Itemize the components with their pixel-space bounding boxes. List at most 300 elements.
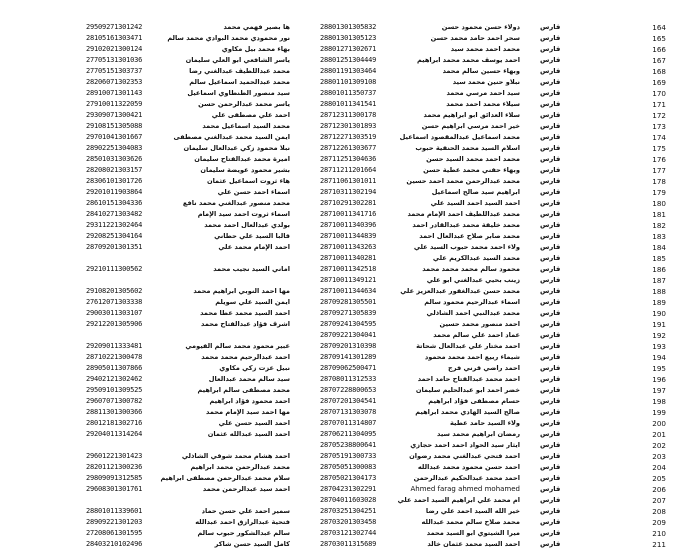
- name-right: احمد منصور محمد حسين: [439, 320, 520, 328]
- name-right: وبهاء حفني محمد عطية حسن: [423, 166, 520, 174]
- name-right: ميرا الشيتوي ابو السيد محمد: [426, 529, 520, 537]
- national-id-left: [86, 440, 176, 451]
- national-id-right: 28709201310398: [320, 342, 377, 350]
- national-id-left: 28909221301203: [86, 518, 143, 526]
- town-cell: فارس: [540, 419, 561, 427]
- national-id-right: 28712261303677: [320, 144, 377, 152]
- table-row: [0, 297, 696, 308]
- name-left: هاء ثروت اسماعيل عثمان: [206, 177, 290, 185]
- name-right: احمد يوسف محمد محمد ابراهيم: [416, 56, 520, 64]
- national-id-left: 29212201305906: [86, 320, 143, 328]
- name-right: حسام مصطفى فؤاد ابراهيم: [428, 397, 520, 405]
- town-cell: فارس: [540, 430, 561, 438]
- name-left: ها بصير فهمي محمد: [223, 23, 290, 31]
- town-cell: فارس: [540, 23, 561, 31]
- table-row: [0, 132, 696, 143]
- row-number: 183: [652, 232, 666, 241]
- table-row: [0, 407, 696, 418]
- name-left: سمير احمد علي حسن حماد: [201, 507, 290, 515]
- national-id-right: 28709281305501: [320, 298, 377, 306]
- national-id-right: 28710311302194: [320, 188, 377, 196]
- row-number: 169: [652, 78, 666, 87]
- name-left: [180, 330, 290, 341]
- town-cell: فارس: [540, 353, 561, 361]
- national-id-right: 28801251304449: [320, 56, 377, 64]
- national-id-right: 28801271302671: [320, 45, 377, 53]
- national-id-right: 28711061301011: [320, 177, 377, 185]
- town-cell: فارس: [540, 320, 561, 328]
- row-number: 168: [652, 67, 666, 76]
- national-id-left: 29201011903864: [86, 188, 143, 196]
- name-right: احمد السيد احمد السيد علي: [430, 199, 520, 207]
- table-row: [0, 484, 696, 495]
- row-number: 206: [652, 485, 666, 494]
- row-number: 203: [652, 452, 666, 461]
- name-right: دولاء حسن محمود حسن: [441, 23, 520, 31]
- national-id-left: 29402121302462: [86, 375, 143, 383]
- table-row: [0, 44, 696, 55]
- row-number: 185: [652, 254, 666, 263]
- name-left: احمد علي مصطفى علي: [211, 111, 290, 119]
- row-number: 200: [652, 419, 666, 428]
- national-id-right: 28706211304095: [320, 430, 377, 438]
- national-id-right: 28709271305839: [320, 309, 377, 317]
- table-row: [0, 220, 696, 231]
- national-id-left: 29210111300562: [86, 265, 143, 273]
- national-id-left: 29311221302464: [86, 221, 143, 229]
- name-right: محمد خليفة محمد عبدالقادر احمد: [412, 221, 520, 229]
- national-id-left: 28410271303482: [86, 210, 143, 218]
- name-left: احمد السيد عبدالله عثمان: [207, 430, 290, 438]
- national-id-right: 28707011314807: [320, 419, 377, 427]
- table-row: [0, 154, 696, 165]
- name-left: كامل السيد حسن شاكر: [214, 540, 290, 548]
- name-left: محمد مصطفى سالم ابراهيم: [197, 386, 290, 394]
- town-cell: فارس: [540, 89, 561, 97]
- table-row: [0, 253, 696, 264]
- national-id-right: 28712271303519: [320, 133, 377, 141]
- name-left: بولدي عبدالعال احمد محمد: [204, 221, 290, 229]
- national-id-right: 28708011312533: [320, 375, 377, 383]
- name-right: محمد عبدالنبي احمد الشاذلي: [426, 309, 520, 317]
- name-right: سيلاء محمد احمد محمد: [446, 100, 520, 108]
- name-left: [180, 275, 290, 286]
- town-cell: فارس: [540, 364, 561, 372]
- row-number: 201: [652, 430, 666, 439]
- name-right: اسلام السيد محمد الحنفية حبوب: [415, 144, 520, 152]
- national-id-right: 28712301301893: [320, 122, 377, 130]
- name-right: سحر احمد حامد محمد حسن: [430, 34, 520, 42]
- national-id-right: 28801301305123: [320, 34, 377, 42]
- name-left: اشرف فؤاد عبدالفتاح محمد: [201, 320, 290, 328]
- national-id-left: 28710221300478: [86, 353, 143, 361]
- row-number: 189: [652, 298, 666, 307]
- table-row: [0, 341, 696, 352]
- row-number: 175: [652, 144, 666, 153]
- name-left: احمد محمود فؤاد ابراهيم: [209, 397, 290, 405]
- national-id-right: 28709062500471: [320, 364, 377, 372]
- name-right: خير احمد مرسي ابراهيم حسن: [421, 122, 520, 130]
- name-right: خضر احمد ابو عبدالحليم سليمان: [415, 386, 520, 394]
- name-right: احمد مختار علي عبدالعال شحاتة: [416, 342, 520, 350]
- row-number: 172: [652, 111, 666, 120]
- national-id-right: 28705238800641: [320, 441, 377, 449]
- town-cell: فارس: [540, 408, 561, 416]
- name-right: ابراهيم سيد صالح اسماعيل: [431, 188, 520, 196]
- table-row: [0, 440, 696, 451]
- name-left: سلام محمد عبدالرحمن مصطفى ابراهيم: [160, 474, 290, 482]
- table-row: [0, 88, 696, 99]
- national-id-left: 29108151305088: [86, 122, 143, 130]
- table-row: [0, 429, 696, 440]
- town-cell: فارس: [540, 210, 561, 218]
- national-id-left: 28201121300236: [86, 463, 143, 471]
- table-row: [0, 176, 696, 187]
- row-number: 176: [652, 155, 666, 164]
- row-number: 195: [652, 364, 666, 373]
- table-row: [0, 308, 696, 319]
- town-cell: فارس: [540, 518, 561, 526]
- town-cell: فارس: [540, 56, 561, 64]
- national-id-right: 28801101309108: [320, 78, 377, 86]
- town-cell: فارس: [540, 540, 561, 548]
- national-id-left: 29204011314264: [86, 430, 143, 438]
- table-row: [0, 418, 696, 429]
- name-right: محمد صابر صلاح عبدالعال احمد: [419, 232, 520, 240]
- national-id-left: 28910071301143: [86, 89, 143, 97]
- table-row: [0, 99, 696, 110]
- name-left: احمد هشام محمد شوقي الشاذلي: [181, 452, 290, 460]
- row-number: 165: [652, 34, 666, 43]
- table-row: [0, 528, 696, 539]
- name-left: سالم عبدالشكور حبوب سالم: [197, 529, 290, 537]
- national-id-left: 29509101309525: [86, 386, 143, 394]
- name-left: اماني السيد نجيب محمد: [213, 265, 290, 273]
- row-number: 166: [652, 45, 666, 54]
- name-left: محمد عبدالحميد اسماعيل سالم: [189, 78, 290, 86]
- national-id-left: 28801011339601: [86, 507, 143, 515]
- name-right: سيد احمد مرسي محمد: [446, 89, 520, 97]
- national-id-right: 28705191300733: [320, 452, 377, 460]
- town-cell: فارس: [540, 122, 561, 130]
- national-id-left: 29208251304164: [86, 232, 143, 240]
- row-number: 204: [652, 463, 666, 472]
- town-cell: فارس: [540, 199, 561, 207]
- national-id-left: 28902251304083: [86, 144, 143, 152]
- row-number: 182: [652, 221, 666, 230]
- national-id-right: 28707201304541: [320, 397, 377, 405]
- national-id-left: 29003011303107: [86, 309, 143, 317]
- table-row: [0, 517, 696, 528]
- table-row: [0, 473, 696, 484]
- table-row: [0, 121, 696, 132]
- name-right: زينب بحيي عبدالغني ابو علي: [426, 276, 520, 284]
- national-id-right: 28801191303464: [320, 67, 377, 75]
- row-number: 192: [652, 331, 666, 340]
- table-row: [0, 352, 696, 363]
- name-left: احمد السيد محمد عطا محمد: [200, 309, 290, 317]
- name-right: صالح السيد الهادي محمد ابراهيم: [415, 408, 520, 416]
- name-right: احمد محمد عبدالحكيم عبدالرحمن: [413, 474, 520, 482]
- name-left: محمد عبدالرحمن محمد ابراهيم: [190, 463, 290, 471]
- name-right: محمد عبدالرحمن محمد احمد حسين: [406, 177, 520, 185]
- name-right: وبهاء حسين سالم محمد: [442, 67, 520, 75]
- national-id-left: 29309071300421: [86, 111, 143, 119]
- national-id-left: 28403210102496: [86, 540, 143, 548]
- national-id-right: 28705021304173: [320, 474, 377, 482]
- row-number: 211: [652, 540, 666, 549]
- national-id-left: [86, 253, 176, 264]
- national-id-left: 28206071302353: [86, 78, 143, 86]
- row-number: 184: [652, 243, 666, 252]
- name-right: ولاء احمد محمد حبوب السيد علي: [413, 243, 520, 251]
- name-right: احمد محمد عبدالفتاح حامد احمد: [417, 375, 520, 383]
- national-id-left: 29102021300124: [86, 45, 143, 53]
- row-number: 202: [652, 441, 666, 450]
- name-right: شيماء ربيع احمد محمد محمود: [424, 353, 520, 361]
- national-id-right: 28710011341716: [320, 210, 377, 218]
- row-number: 177: [652, 166, 666, 175]
- national-id-left: 29209011333481: [86, 342, 143, 350]
- town-cell: فارس: [540, 309, 561, 317]
- national-id-right: 28703201303458: [320, 518, 377, 526]
- town-cell: فارس: [540, 78, 561, 86]
- row-number: 197: [652, 386, 666, 395]
- name-right: ايثار سيد الحواد احمد احمد حجازي: [410, 441, 520, 449]
- name-left: قالبا السيد علي حطاني: [214, 232, 290, 240]
- national-id-left: 27705131301036: [86, 56, 143, 64]
- row-number: 194: [652, 353, 666, 362]
- name-right: اسماء عبدالرحيم محمود سالم: [424, 298, 520, 306]
- national-id-left: 29108201305602: [86, 287, 143, 295]
- national-id-left: 27612071303338: [86, 298, 143, 306]
- name-left: محمد منصور عبدالغني محمد نافع: [182, 199, 290, 207]
- national-id-left: 27705151303737: [86, 67, 143, 75]
- town-cell: فارس: [540, 463, 561, 471]
- name-left: احمد السيد حسن علي: [218, 419, 290, 427]
- row-number: 196: [652, 375, 666, 384]
- name-right: خير الله السيد احمد علي رضا: [425, 507, 520, 515]
- name-left: اسماء ثروت احمد سيد الإمام: [197, 210, 290, 218]
- row-number: 199: [652, 408, 666, 417]
- national-id-right: 28710011340396: [320, 221, 377, 229]
- name-left: [180, 495, 290, 506]
- table-row: [0, 462, 696, 473]
- row-number: 170: [652, 89, 666, 98]
- name-right: محمد احمد محمد السيد حسن: [426, 155, 520, 163]
- national-id-left: 28012181302716: [86, 419, 143, 427]
- name-right: عماد احمد علي سالم محمد: [433, 331, 520, 339]
- national-id-right: 28703121302744: [320, 529, 377, 537]
- name-right: محمد حسن عبدالغفور عبدالعزيز علي: [400, 287, 520, 295]
- table-row: [0, 77, 696, 88]
- row-number: 209: [652, 518, 666, 527]
- row-number: 179: [652, 188, 666, 197]
- table-row: [0, 264, 696, 275]
- town-cell: فارس: [540, 221, 561, 229]
- national-id-left: 29809091312585: [86, 474, 143, 482]
- table-row: [0, 385, 696, 396]
- table-row: [0, 66, 696, 77]
- national-id-right: 28707131303078: [320, 408, 377, 416]
- name-right: نبلاو حنين محمد سيد: [452, 78, 520, 86]
- town-cell: فارس: [540, 111, 561, 119]
- row-number: 188: [652, 287, 666, 296]
- name-right: Ahmed farag ahmed mohamed: [410, 485, 520, 493]
- national-id-left: 29601221301423: [86, 452, 143, 460]
- name-right: احمد فتحي عبدالغني محمد رضوان: [409, 452, 520, 460]
- national-id-right: 28710291302281: [320, 199, 377, 207]
- national-id-left: 28501031303626: [86, 155, 143, 163]
- table-row: [0, 396, 696, 407]
- national-id-right: 28704011603028: [320, 496, 377, 504]
- name-left: ايمن السيد محمد عبدالغني مصطفى: [173, 133, 290, 141]
- row-number: 178: [652, 177, 666, 186]
- row-number: 190: [652, 309, 666, 318]
- name-left: مها احمد النوبي ابراهيم محمد: [193, 287, 290, 295]
- name-right: احمد حسن محمود محمد عبدالله: [417, 463, 520, 471]
- name-left: [180, 440, 290, 451]
- town-cell: فارس: [540, 144, 561, 152]
- national-id-right: 28709141301289: [320, 353, 377, 361]
- table-row: [0, 539, 696, 550]
- national-id-right: 28704231302291: [320, 485, 377, 493]
- national-id-right: 28703251304251: [320, 507, 377, 515]
- town-cell: فارس: [540, 67, 561, 75]
- national-id-right: 28710011343263: [320, 243, 377, 251]
- town-cell: فارس: [540, 100, 561, 108]
- name-left: مها احمد سيد الإمام محمد: [206, 408, 290, 416]
- national-id-left: 28610151304336: [86, 199, 143, 207]
- table-row: [0, 209, 696, 220]
- row-number: 186: [652, 265, 666, 274]
- town-cell: فارس: [540, 177, 561, 185]
- row-number: 193: [652, 342, 666, 351]
- town-cell: فارس: [540, 265, 561, 273]
- national-id-left: 27910011322059: [86, 100, 143, 108]
- national-id-left: 29509271301242: [86, 23, 143, 31]
- national-id-right: 28710011340281: [320, 254, 377, 262]
- town-cell: فارس: [540, 254, 561, 262]
- table-row: [0, 319, 696, 330]
- town-cell: فارس: [540, 188, 561, 196]
- national-id-left: 28105161303471: [86, 34, 143, 42]
- national-id-right: 28801301305832: [320, 23, 377, 31]
- row-number: 171: [652, 100, 666, 109]
- name-left: فتحية عبدالرازق احمد عبدالله: [195, 518, 290, 526]
- national-id-left: 27208061301595: [86, 529, 143, 537]
- national-id-right: 28709241304595: [320, 320, 377, 328]
- town-cell: فارس: [540, 375, 561, 383]
- national-id-left: 29607071300782: [86, 397, 143, 405]
- table-row: [0, 55, 696, 66]
- row-number: 173: [652, 122, 666, 131]
- town-cell: فارس: [540, 298, 561, 306]
- town-cell: فارس: [540, 452, 561, 460]
- name-right: محمد السيد عبدالكريم علي: [432, 254, 520, 262]
- table-row: [0, 110, 696, 121]
- national-id-left: 28905011307866: [86, 364, 143, 372]
- national-id-right: 28711251304636: [320, 155, 377, 163]
- name-right: رمضان ابراهيم محمد سيد: [437, 430, 520, 438]
- town-cell: فارس: [540, 276, 561, 284]
- table-row: [0, 495, 696, 506]
- national-id-left: 28208021303157: [86, 166, 143, 174]
- town-cell: فارس: [540, 529, 561, 537]
- name-left: سيد سالم محمد عبدالعال: [208, 375, 290, 383]
- name-left: عبير محمود محمد سالم الفيومي: [185, 342, 290, 350]
- national-id-right: 28710011344839: [320, 232, 377, 240]
- table-row: [0, 275, 696, 286]
- town-cell: فارس: [540, 397, 561, 405]
- table-row: [0, 286, 696, 297]
- table-row: [0, 363, 696, 374]
- national-id-right: 28710011344634: [320, 287, 377, 295]
- row-number: 191: [652, 320, 666, 329]
- name-right: ولاء السيد حامد عطية: [450, 419, 520, 427]
- town-cell: فارس: [540, 485, 561, 493]
- name-left: [180, 253, 290, 264]
- national-id-left: [86, 330, 176, 341]
- name-left: احمد سيد عبدالرحمن محمد: [202, 485, 290, 493]
- table-row: [0, 165, 696, 176]
- name-left: ياسر الشافعي ابو العلي سليمان: [185, 56, 290, 64]
- row-number: 174: [652, 133, 666, 142]
- national-id-right: 28801011350737: [320, 89, 377, 97]
- town-cell: فارس: [540, 474, 561, 482]
- name-left: ايمن السيد علي سويلم: [215, 298, 290, 306]
- name-left: ياسر محمد عبدالرحمن حسن: [198, 100, 290, 108]
- table-row: [0, 33, 696, 44]
- row-number: 180: [652, 199, 666, 208]
- town-cell: فارس: [540, 342, 561, 350]
- name-right: محمد اسماعيل عبدالمقصود اسماعيل: [399, 133, 520, 141]
- name-left: نبيل عزت زكي مكاوي: [219, 364, 290, 372]
- national-id-right: 28712311300178: [320, 111, 377, 119]
- national-id-right: 28801011341541: [320, 100, 377, 108]
- name-right: محمد احمد محمد سيد: [450, 45, 520, 53]
- name-left: اميرة محمد عبدالفتاح سليمان: [194, 155, 290, 163]
- table-row: [0, 187, 696, 198]
- name-left: بشير محمود عويضة سليمان: [200, 166, 290, 174]
- name-left: نور محمودي محمد البوادي محمد سالم: [167, 34, 290, 42]
- row-number: 198: [652, 397, 666, 406]
- table-row: [0, 198, 696, 209]
- row-number: 167: [652, 56, 666, 65]
- name-right: محمد صلاح سالم محمد عبدالله: [421, 518, 520, 526]
- national-id-left: 29701041301667: [86, 133, 143, 141]
- national-id-left: 28709201301351: [86, 243, 143, 251]
- name-left: احمد عبدالرحيم محمد محمد: [201, 353, 290, 361]
- national-id-right: 28710011342518: [320, 265, 377, 273]
- row-number: 208: [652, 507, 666, 516]
- name-left: سيد منصور الطنطاوي اسماعيل: [187, 89, 290, 97]
- table-row: [0, 22, 696, 33]
- name-right: احمد السيد محمد عثمان خالد: [427, 540, 520, 548]
- town-cell: فارس: [540, 386, 561, 394]
- row-number: 187: [652, 276, 666, 285]
- town-cell: فارس: [540, 496, 561, 504]
- name-right: احمد راضي قرني فرج: [448, 364, 520, 372]
- town-cell: فارس: [540, 287, 561, 295]
- row-number: 205: [652, 474, 666, 483]
- national-id-right: 28707228800653: [320, 386, 377, 394]
- name-right: محمد عبداللطيف احمد الإمام محمد: [407, 210, 520, 218]
- table-row: [0, 231, 696, 242]
- town-cell: فارس: [540, 166, 561, 174]
- national-id-right: 28710011349121: [320, 276, 377, 284]
- national-id-left: 29608301301761: [86, 485, 143, 493]
